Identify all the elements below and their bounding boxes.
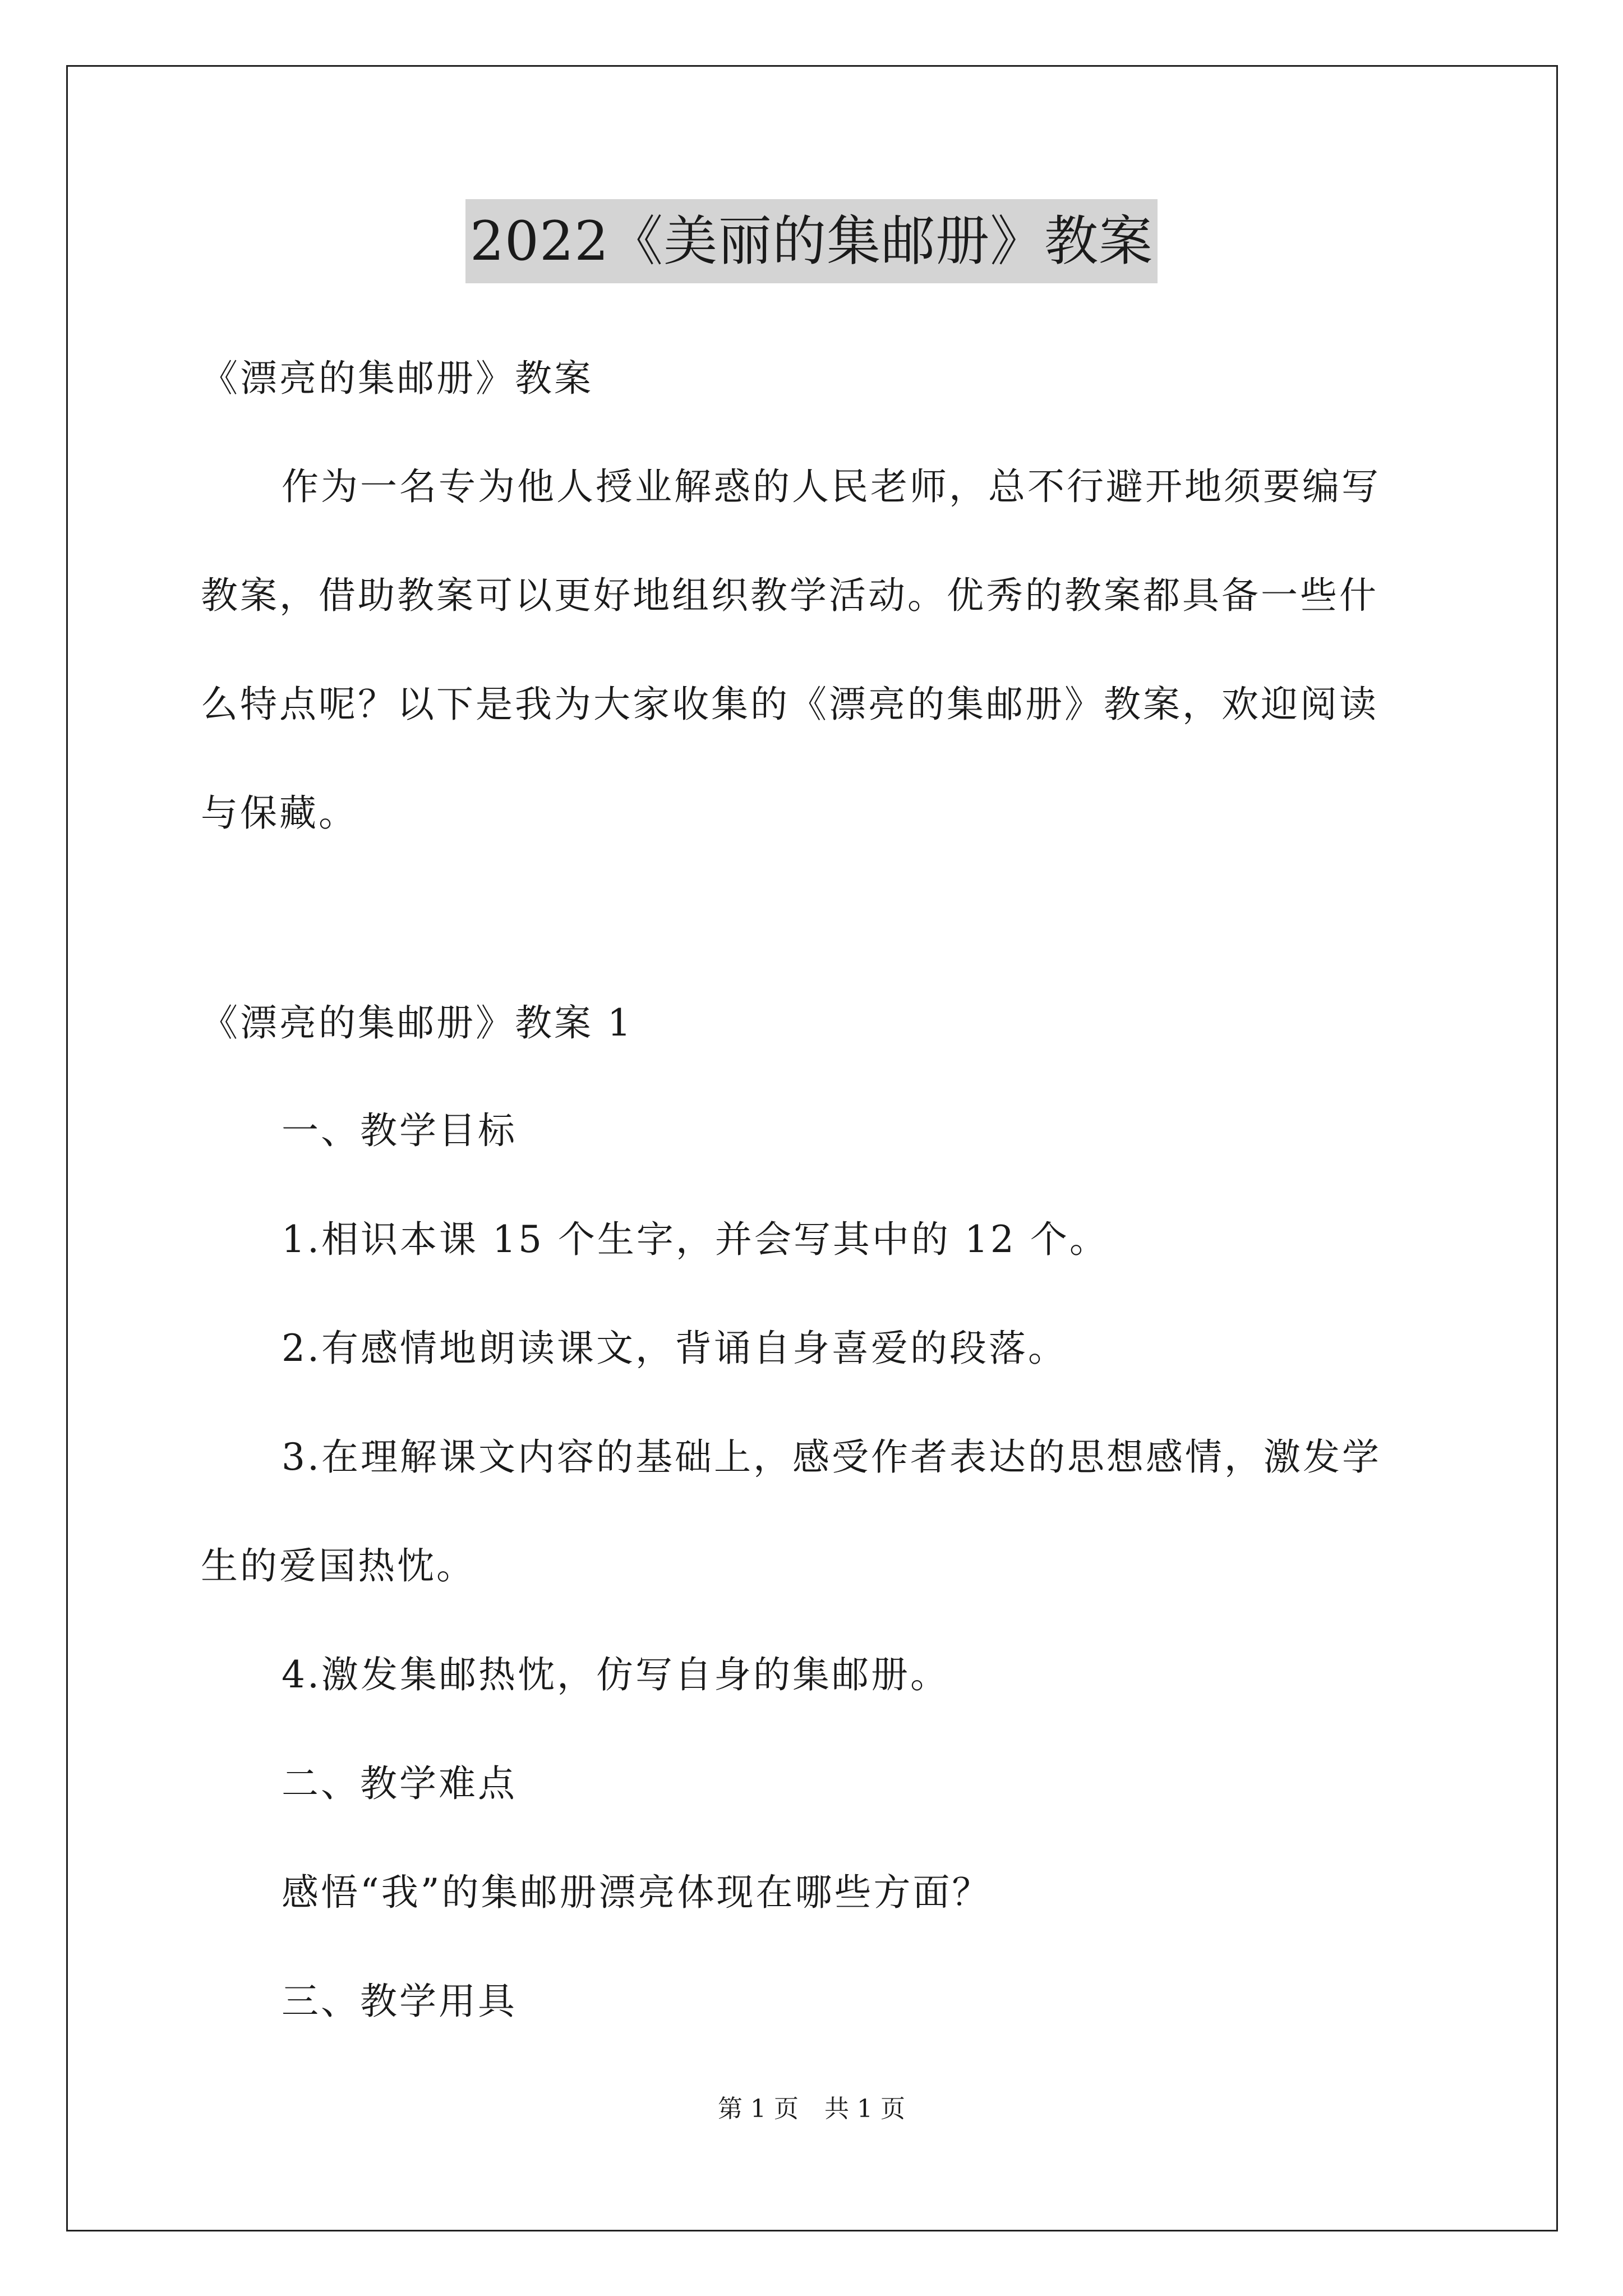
difficulty-text: 感悟“我”的集邮册漂亮体现在哪些方面？ [282,1871,992,1914]
goal-3-line-1: 3.在理解课文内容的基础上，感受作者表达的思想感情，激发学 [282,1435,1381,1479]
goal-2: 2.有感情地朗读课文，背诵自身喜爱的段落。 [282,1327,1067,1370]
page-footer [0,2092,1623,2126]
goal-1: 1.相识本课 15 个生字，并会写其中的 12 个。 [282,1218,1109,1261]
section-heading: 《漂亮的集邮册》教案 1 [201,1001,633,1045]
intro-line-2: 教案，借助教案可以更好地组织教学活动。优秀的教案都具备一些什 [201,574,1378,617]
intro-line-3: 么特点呢？以下是我为大家收集的《漂亮的集邮册》教案，欢迎阅读 [201,683,1378,726]
title-wrap [0,199,1623,283]
subtitle: 《漂亮的集邮册》教案 [201,357,593,400]
document-title: 2022《美丽的集邮册》教案 [465,199,1158,283]
goal-4: 4.激发集邮热忱，仿写自身的集邮册。 [282,1653,949,1696]
intro-line-1: 作为一名专为他人授业解惑的人民老师，总不行避开地须要编写 [282,465,1381,508]
page-number: 第 1 页 [718,2095,799,2123]
difficulty-heading: 二、教学难点 [282,1762,517,1805]
goal-3-line-2: 生的爱国热忱。 [201,1544,476,1588]
goals-heading: 一、教学目标 [282,1109,517,1152]
intro-line-4: 与保藏。 [201,792,358,835]
page-total: 共 1 页 [824,2095,905,2123]
tools-heading: 三、教学用具 [282,1980,517,2023]
